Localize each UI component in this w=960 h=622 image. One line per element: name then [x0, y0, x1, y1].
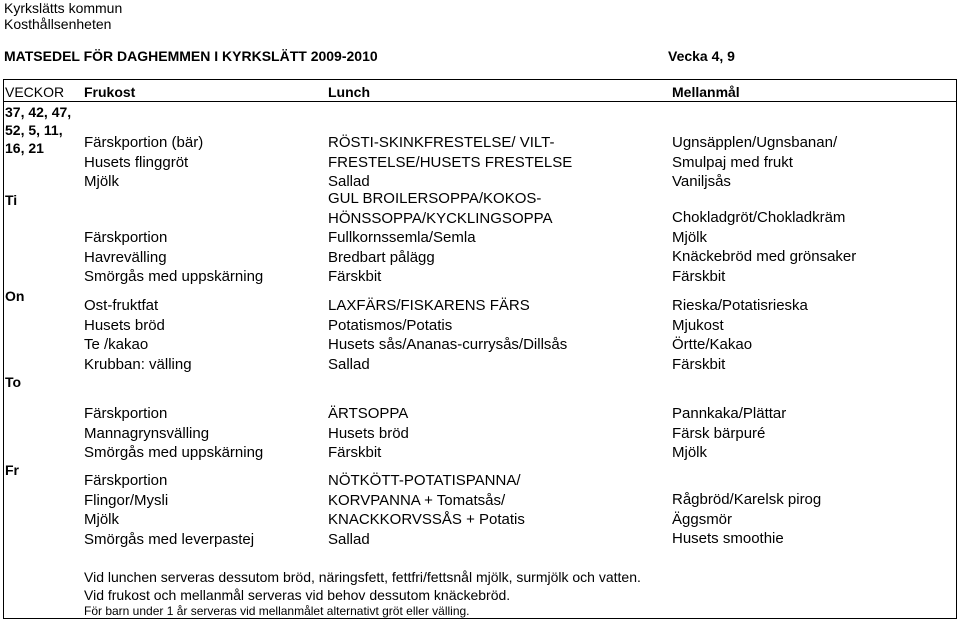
week-label: Vecka 4, 9	[668, 48, 735, 64]
table-top-border	[3, 79, 957, 80]
monday-breakfast: Färskportion (bär) Husets flinggröt Mjölk	[84, 134, 204, 190]
footer-note-infants: För barn under 1 år serveras vid mellanmålet alternativt gröt eller välling.	[84, 604, 470, 618]
day-label-thursday: To	[5, 374, 22, 390]
table-left-border	[3, 79, 4, 619]
monday-snack: Ugnsäpplen/Ugnsbanan/ Smulpaj med frukt Vaniljsås	[672, 134, 838, 190]
thursday-snack: Pannkaka/Plättar Färsk bärpuré Mjölk	[672, 405, 787, 461]
day-label-friday: Fr	[5, 462, 19, 478]
organization-name: Kyrkslätts kommun	[4, 0, 123, 16]
day-label-wednesday: On	[5, 288, 25, 304]
footer-note-breakfast-snack: Vid frukost och mellanmål serveras vid behov dessutom knäckebröd.	[84, 587, 511, 603]
tuesday-breakfast: Färskportion Havrevälling Smörgås med uppskärning	[84, 229, 264, 285]
column-header-lunch: Lunch	[328, 84, 370, 100]
thursday-lunch: ÄRTSOPPA Husets bröd Färskbit	[328, 405, 409, 461]
tuesday-snack: Chokladgröt/Chokladkräm Mjölk Knäckebröd med grönsaker Färskbit	[672, 209, 857, 285]
page-title: MATSEDEL FÖR DAGHEMMEN I KYRKSLÄTT 2009-2010	[4, 48, 378, 64]
footer-note-lunch: Vid lunchen serveras dessutom bröd, näringsfett, fettfri/fettsnål mjölk, surmjölk och vatten.	[84, 569, 641, 585]
department-name: Kosthållsenheten	[4, 16, 112, 32]
header-row-divider	[3, 101, 957, 102]
friday-snack: Rågbröd/Karelsk pirog Äggsmör Husets smoothie	[672, 491, 822, 547]
friday-breakfast: Färskportion Flingor/Mysli Mjölk Smörgås med leverpastej	[84, 472, 255, 548]
day-label-tuesday: Ti	[5, 192, 18, 208]
friday-lunch: NÖTKÖTT-POTATISPANNA/ KORVPANNA + Tomatsås/ KNACKKORVSSÅS + Potatis Sallad	[328, 472, 525, 548]
tuesday-lunch: GUL BROILERSOPPA/KOKOS- HÖNSSOPPA/KYCKLINGSOPPA Fullkornssemla/Semla Bredbart pålägg Färskbit	[328, 190, 553, 285]
wednesday-breakfast: Ost-fruktfat Husets bröd Te /kakao Krubban: välling	[84, 297, 192, 373]
thursday-breakfast: Färskportion Mannagrynsvälling Smörgås med uppskärning	[84, 405, 264, 461]
wednesday-lunch: LAXFÄRS/FISKARENS FÄRS Potatismos/Potatis Husets sås/Ananas-currysås/Dillsås Sallad	[328, 297, 568, 373]
column-header-breakfast: Frukost	[84, 84, 136, 100]
wednesday-snack: Rieska/Potatisrieska Mjukost Örtte/Kakao Färskbit	[672, 297, 808, 373]
week-numbers: 37, 42, 47, 52, 5, 11, 16, 21	[5, 104, 72, 156]
column-header-weeks: VECKOR	[5, 84, 65, 100]
monday-lunch: RÖSTI-SKINKFRESTELSE/ VILT- FRESTELSE/HUSETS FRESTELSE Sallad	[328, 134, 573, 190]
table-right-border	[956, 79, 957, 619]
column-header-snack: Mellanmål	[672, 84, 740, 100]
